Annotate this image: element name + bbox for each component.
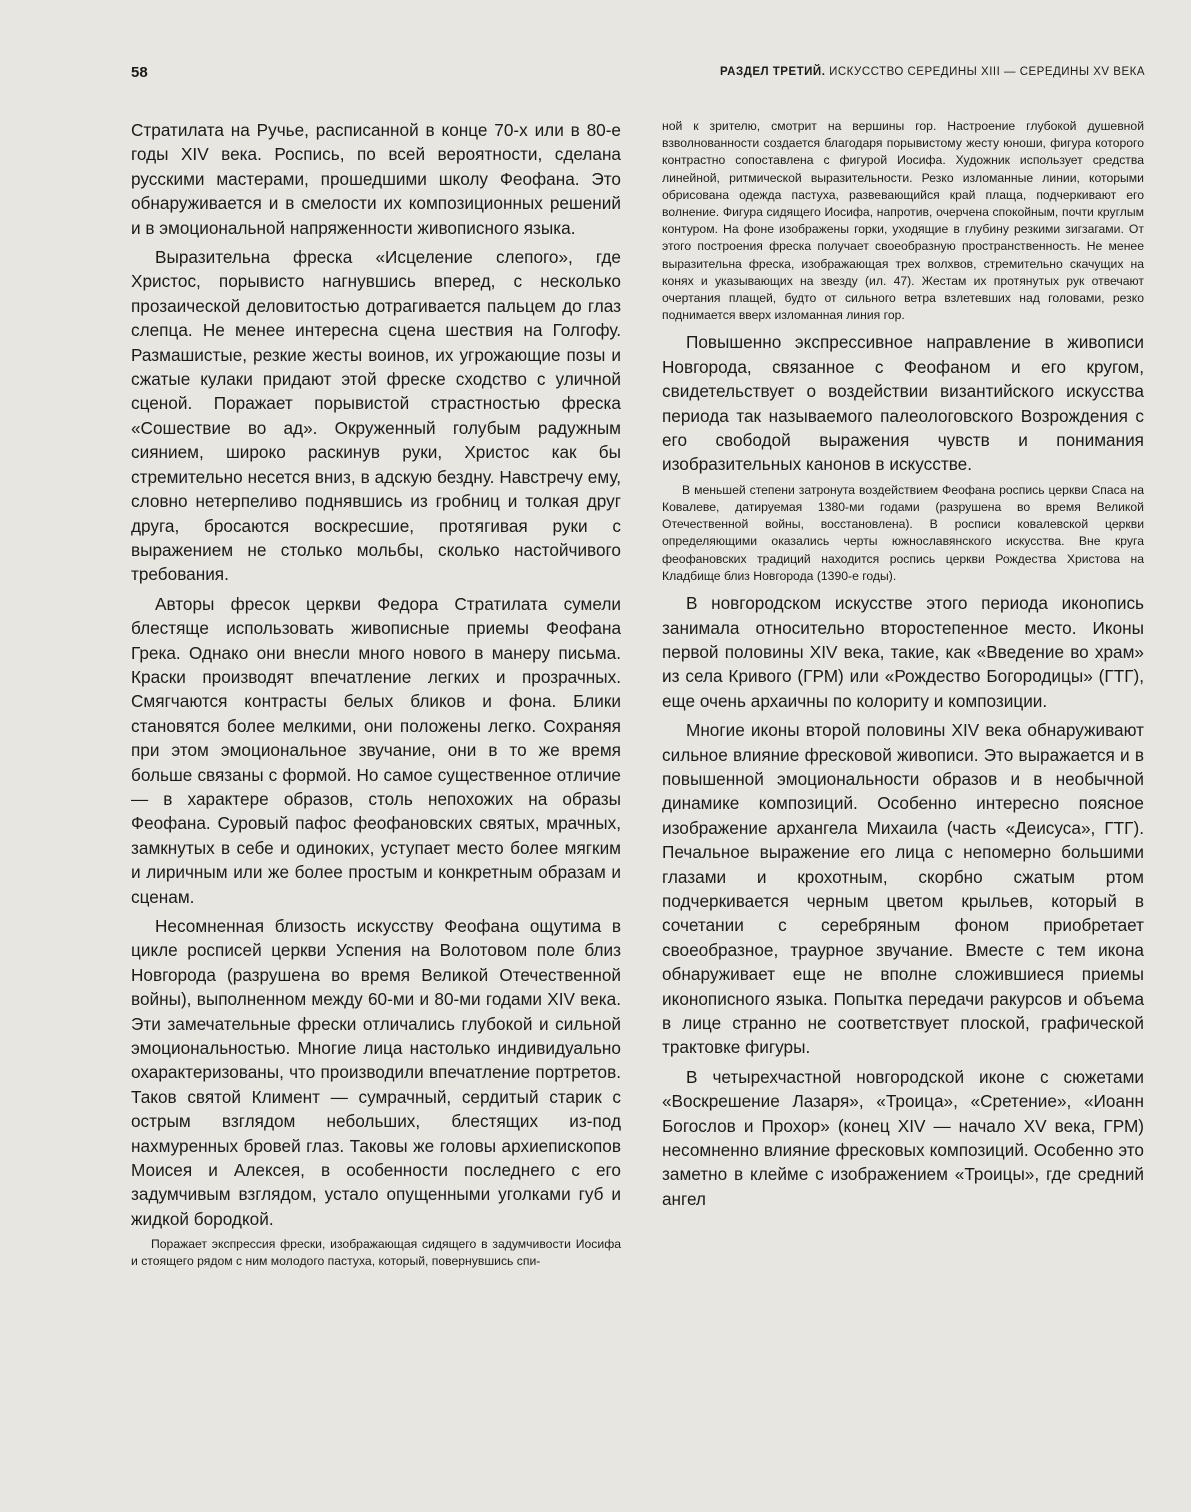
paragraph: В четырехчастной новгородской иконе с сюжетами «Воскрешение Лазаря», «Троица», «Сретение», «Иоанн Богослов и Прохор» (конец XIV — начало XV века, ГРМ) несомненно влияние фресковых композиций. Особенно это заметно в клейме с изображением «Троицы», где средний ангел (662, 1066, 1144, 1209)
page-number: 58 (131, 64, 148, 81)
small-print-paragraph: Поражает экспрессия фрески, изображающая сидящего в задумчивости Иосифа и стоящего рядом с ним молодого пастуха, который, повернувшись спи- (131, 1237, 621, 1269)
paragraph: Выразительна фреска «Исцеление слепого», где Христос, порывисто нагнувшись вперед, с несколько прозаической деловитостью дотрагивается пальцем до глаз слепца. Не менее интересна сцена шествия на Голгофу. Размашистые, резкие жесты воинов, их угрожающие позы и сжатые кулаки придают этой фреске сходство с уличной сценой. Поражает порывистой страстностью фреска «Сошествие во ад». Окруженный голубым радужным сиянием, широко раскинув руки, Христос как бы стремительно несется вниз, в адскую бездну. Навстречу ему, словно нетерпеливо поднявшись из гробниц и толкая друг друга, бросаются воскресшие, протягивая руки с выражением не столько мольбы, сколько настойчивого требования. (131, 247, 621, 585)
paragraph: Стратилата на Ручье, расписанной в конце 70-х или в 80-е годы XIV века. Роспись, по всей вероятности, сделана русскими мастерами, прошедшими школу Феофана. Это обнаруживается и в смелости их композиционных решений и в эмоциональной напряженности живописного языка. (131, 120, 621, 238)
running-head (655, 66, 1145, 78)
right-column (662, 118, 1144, 1216)
paragraph: Многие иконы второй половины XIV века обнаруживают сильное влияние фресковой живописи. Это выражается и в повышенной эмоциональности образов и в необычной динамике композиций. Особенно интересно поясное изображение архангела Михаила (часть «Деисуса», ГТГ). Печальное выражение его лица с непомерно большими глазами и крохотным, скорбно сжатым ртом подчеркивается черным цветом крыльев, который в сочетании с серебряным фоном приобретает своеобразное, траурное звучание. Вместе с тем икона обнаруживает еще не вполне сложившиеся приемы иконописного языка. Попытка передачи ракурсов и объема в лице странно не соответствует плоской, графической трактовке фигуры. (662, 720, 1144, 1058)
running-head-title: ИСКУССТВО СЕРЕДИНЫ XIII — СЕРЕДИНЫ XV ВЕКА (829, 66, 1145, 78)
paragraph: Повышенно экспрессивное направление в живописи Новгорода, связанное с Феофаном и его кругом, свидетельствует о воздействии византийского искусства периода так называемого палеологовского Возрождения с его свободой выражения чувств и понимания изобразительных канонов в искусстве. (662, 332, 1144, 475)
paragraph: Авторы фресок церкви Федора Стратилата сумели блестяще использовать живописные приемы Феофана Грека. Однако они внесли много нового в манеру письма. Краски производят впечатление легких и прозрачных. Смягчаются контрасты белых бликов и фона. Блики становятся более мелкими, они положены легко. Сохраняя при этом эмоциональное звучание, они в то же время больше связаны с формой. Но самое существенное отличие — в характере образов, столь непохожих на образы Феофана. Суровый пафос феофановских святых, мрачных, замкнутых в себе и одиноких, уступает место более мягким и лиричным или же более простым и конкретным образам и сценам. (131, 593, 621, 907)
small-print-paragraph: В меньшей степени затронута воздействием Феофана роспись церкви Спаса на Ковалеве, датируемая 1380-ми годами (разрушена во время Великой Отечественной войны, восстановлена). В росписи ковалевской церкви определяющими оказались черты южнославянского искусства. Вне круга феофановских традиций находится роспись церкви Рождества Христова на Кладбище близ Новгорода (1390-е годы). (662, 482, 1144, 583)
paragraph: Несомненная близость искусству Феофана ощутима в цикле росписей церкви Успения на Волотовом поле близ Новгорода (разрушена во время Великой Отечественной войны), выполненном между 60-ми и 80-ми годами XIV века. Эти замечательные фрески отличались глубокой и сильной эмоциональностью. Многие лица настолько индивидуально охарактеризованы, что производили впечатление портретов. Таков святой Климент — сумрачный, сердитый старик с острым взглядом небольших, блестящих из-под нахмуренных бровей глаз. Таковы же головы архиепископов Моисея и Алексея, в особенности последнего с его задумчивым взглядом, устало опущенными уголками губ и жидкой бородкой. (131, 916, 621, 1229)
left-column (131, 118, 621, 1277)
running-head-section: РАЗДЕЛ ТРЕТИЙ. (719, 66, 826, 78)
paragraph: В новгородском искусстве этого периода иконопись занимала относительно второстепенное место. Иконы первой половины XIV века, такие, как «Введение во храм» из села Кривого (ГРМ) или «Рождество Богородицы» (ГТГ), еще очень архаичны по колориту и композиции. (662, 593, 1144, 711)
small-print-paragraph: ной к зрителю, смотрит на вершины гор. Настроение глубокой душевной взволнованности создается благодаря порывистому жесту юноши, фигура которого контрастно сопоставлена с фигурой Иосифа. Художник использует средства линейной, ритмической выразительности. Резко изломанные линии, которыми обрисована одежда пастуха, развевающийся край плаща, подчеркивают его волнение. Фигура сидящего Иосифа, напротив, очерчена спокойным, почти круглым контуром. На фоне изображены горки, уходящие в глубину резкими зигзагами. От этого построения фреска получает своеобразную пространственность. Не менее выразительна фреска, изображающая трех волхвов, стремительно скачущих на конях и указывающих на звезду (ил. 47). Жестам их протянутых рук отвечают очертания плащей, будто от сильного ветра взлетевших над головами, резко поднимается вверх изломанная линия гор. (662, 119, 1144, 323)
